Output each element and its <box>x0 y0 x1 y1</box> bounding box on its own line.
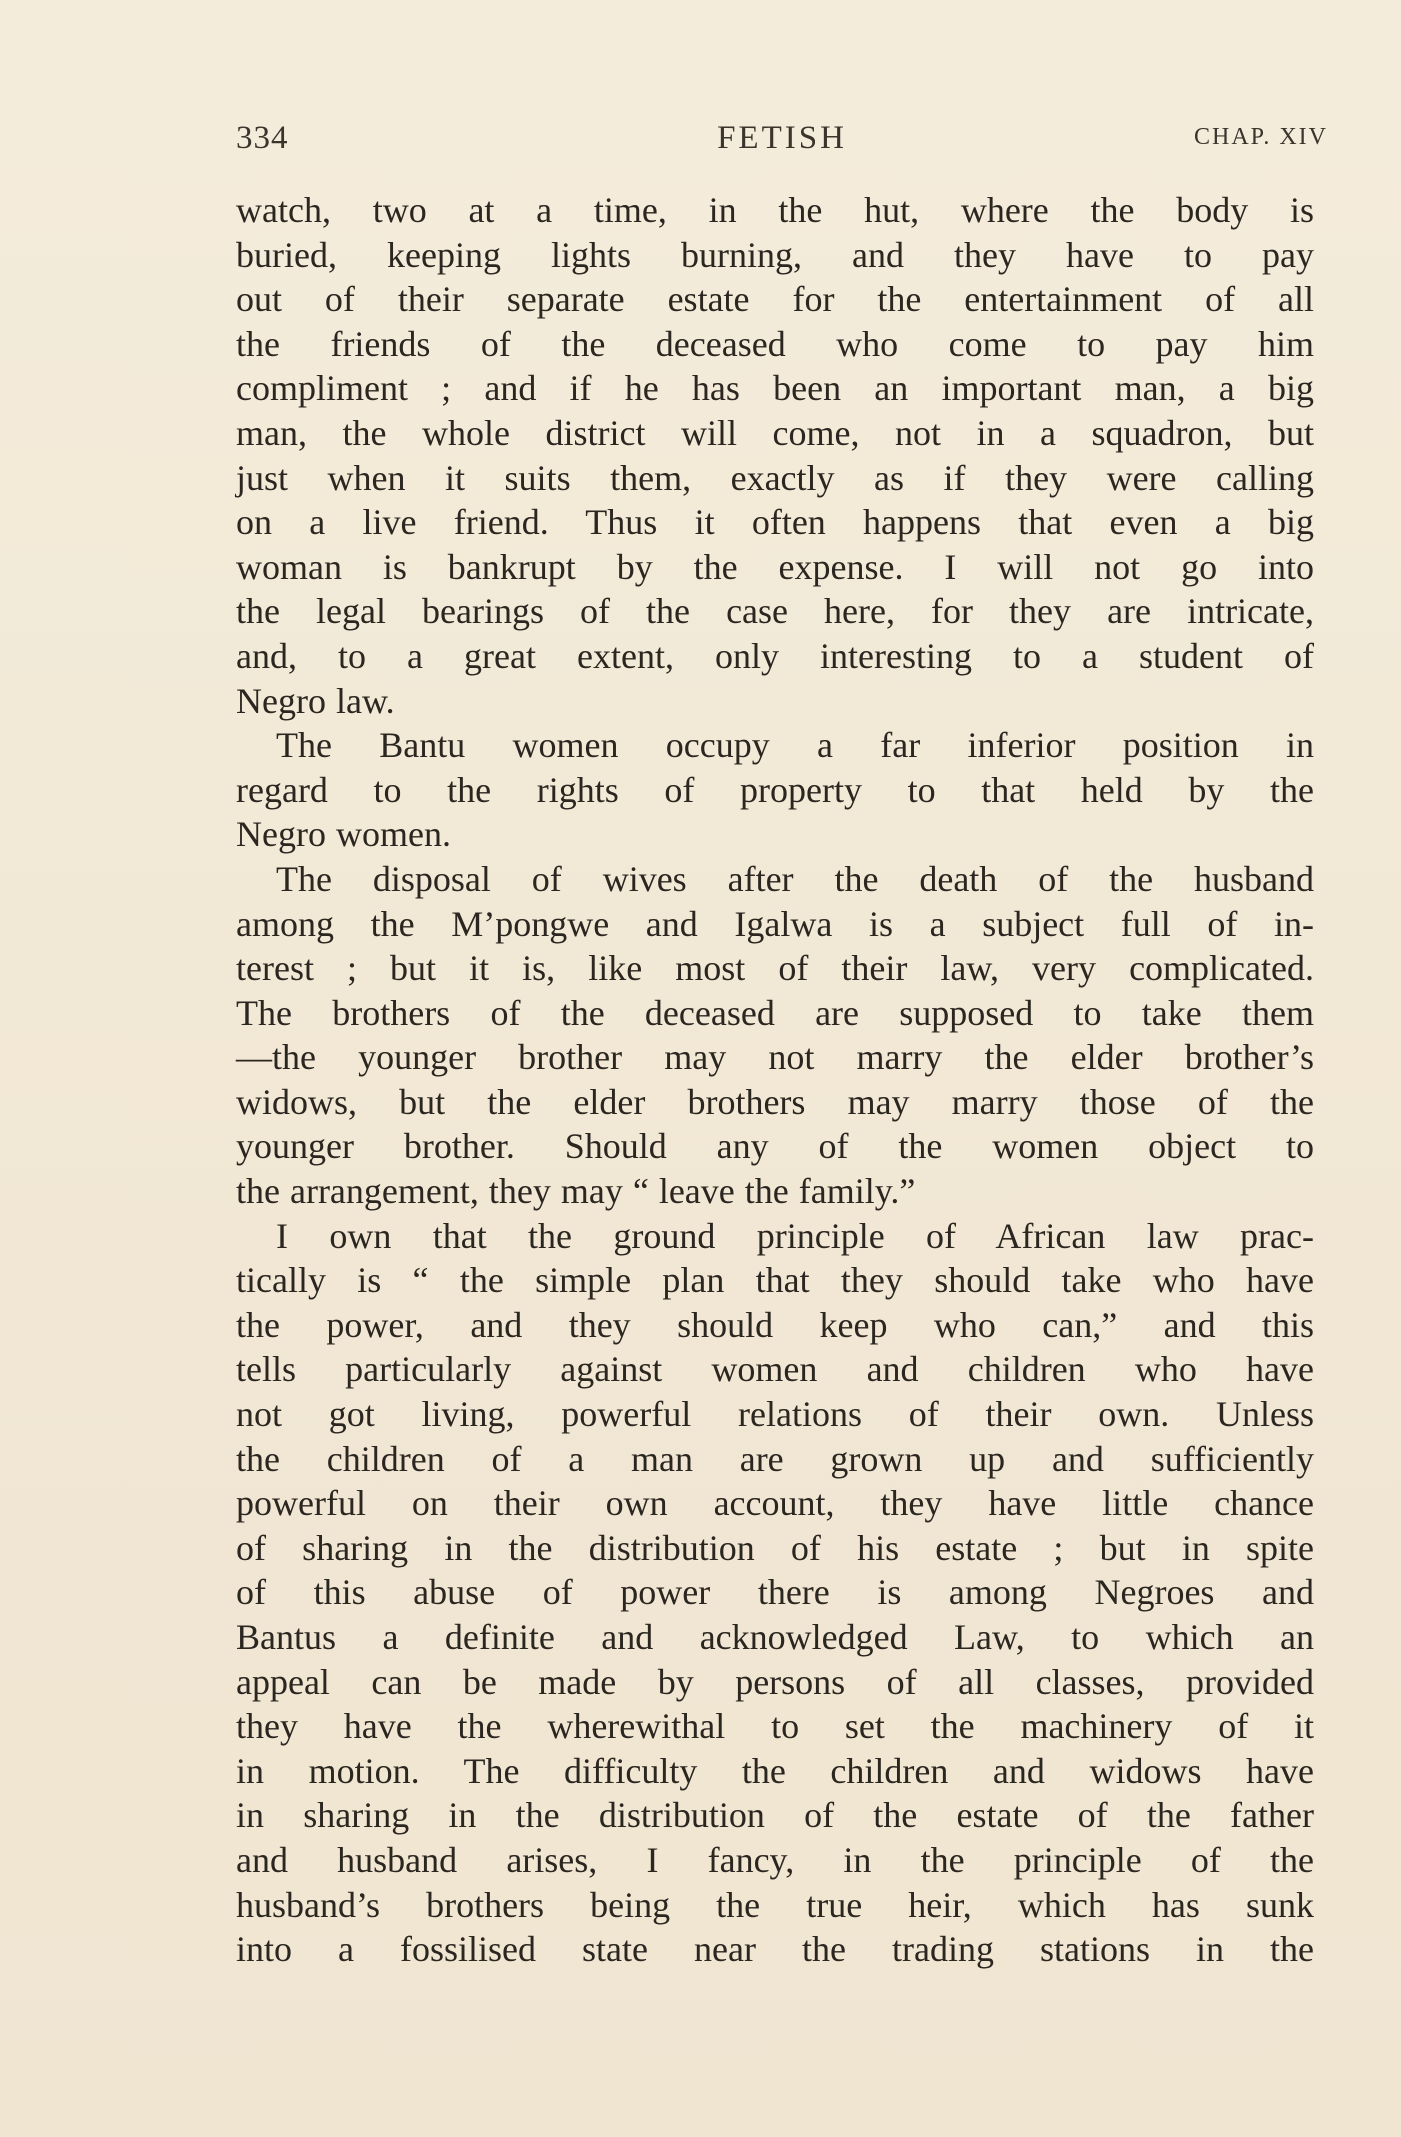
text-line: out of their separate estate for the entertainment of all <box>236 279 1314 320</box>
text-line: appeal can be made by persons of all classes, provided <box>236 1661 1314 1702</box>
chapter-reference: CHAP. XIV <box>1193 124 1328 150</box>
text-line: younger brother. Should any of the women object to <box>236 1126 1314 1167</box>
text-line: and husband arises, I fancy, in the principle of the <box>236 1839 1314 1880</box>
text-line: woman is bankrupt by the expense. I will not go into <box>236 546 1314 587</box>
text-line: powerful on their own account, they have little chance <box>236 1483 1314 1524</box>
text-line: terest ; but it is, like most of their law, very complicated. <box>236 948 1314 989</box>
text-line: of this abuse of power there is among Negroes and <box>236 1572 1314 1613</box>
text-line: compliment ; and if he has been an important man, a big <box>236 368 1314 409</box>
running-head <box>236 120 1328 160</box>
text-line: widows, but the elder brothers may marry those of the <box>236 1081 1314 1122</box>
text-line: buried, keeping lights burning, and they have to pay <box>236 234 1314 275</box>
text-line: not got living, powerful relations of their own. Unless <box>236 1394 1314 1435</box>
text-line: in sharing in the distribution of the estate of the father <box>236 1795 1314 1836</box>
text-line: tells particularly against women and children who have <box>236 1349 1314 1390</box>
page-number: 334 <box>236 120 289 156</box>
text-line: Negro women. <box>236 814 451 855</box>
text-line: among the M’pongwe and Igalwa is a subject full of in- <box>236 903 1314 944</box>
text-line: the power, and they should keep who can,” and this <box>236 1304 1314 1345</box>
text-line: watch, two at a time, in the hut, where the body is <box>236 190 1314 230</box>
text-line: regard to the rights of property to that held by the <box>236 769 1314 810</box>
text-line: they have the wherewithal to set the machinery of it <box>236 1706 1314 1747</box>
paragraph-start-line: I own that the ground principle of African law prac- <box>276 1215 1314 1256</box>
text-line: man, the whole district will come, not in a squadron, but <box>236 412 1314 453</box>
text-line: tically is “ the simple plan that they should take who have <box>236 1260 1314 1301</box>
text-line: Negro law. <box>236 680 395 721</box>
text-line: and, to a great extent, only interesting to a student of <box>236 635 1314 676</box>
text-line: husband’s brothers being the true heir, which has sunk <box>236 1884 1314 1925</box>
text-line: on a live friend. Thus it often happens that even a big <box>236 502 1314 543</box>
body-text <box>236 188 1314 1972</box>
text-line: Bantus a definite and acknowledged Law, to which an <box>236 1617 1314 1657</box>
text-line: the children of a man are grown up and sufficiently <box>236 1438 1314 1479</box>
text-line: the arrangement, they may “ leave the family.” <box>236 1171 916 1212</box>
text-line: into a fossilised state near the trading stations in the <box>236 1929 1314 1970</box>
text-line: of sharing in the distribution of his estate ; but in spite <box>236 1527 1314 1568</box>
text-line: in motion. The difficulty the children and widows have <box>236 1750 1314 1791</box>
paragraph-start-line: The Bantu women occupy a far inferior position in <box>276 725 1314 766</box>
text-line: —the younger brother may not marry the elder brother’s <box>236 1037 1314 1078</box>
text-line: the legal bearings of the case here, for they are intricate, <box>236 591 1314 632</box>
paragraph-start-line: The disposal of wives after the death of the husband <box>276 858 1314 899</box>
text-line: the friends of the deceased who come to pay him <box>236 323 1314 364</box>
running-title: FETISH <box>717 120 847 156</box>
text-line: just when it suits them, exactly as if they were calling <box>236 457 1314 498</box>
text-line: The brothers of the deceased are supposed to take them <box>236 992 1314 1033</box>
